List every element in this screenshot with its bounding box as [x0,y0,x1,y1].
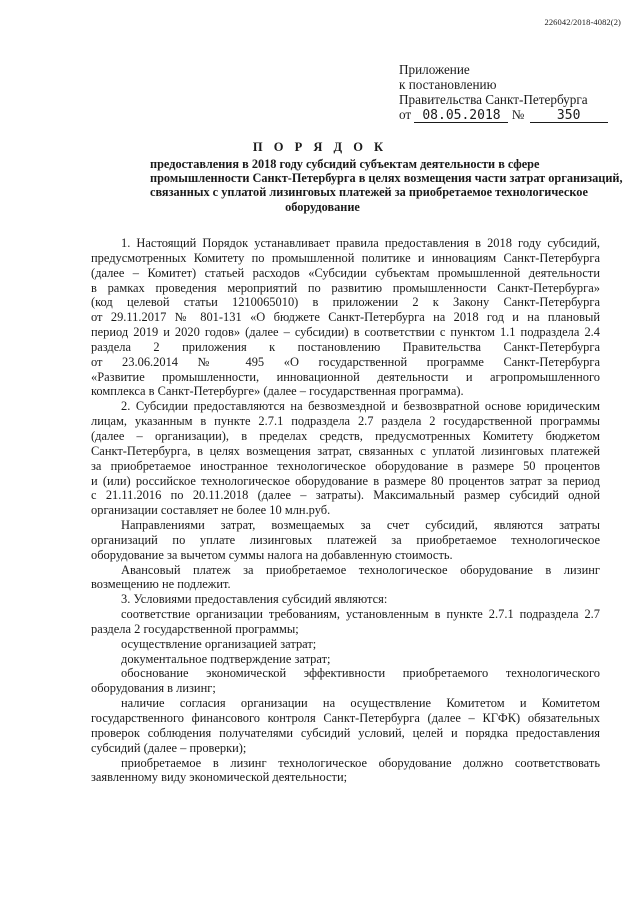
document-subtitle [150,157,623,214]
body-line: с 21.11.2016 по 20.11.2018 (далее – затраты). Максимальный размер субсидий одной [91,488,600,503]
body-line: (код целевой статьи 1210065010) в приложении 2 к Закону Санкт-Петербурга [91,295,600,310]
body-line: предусмотренных Комитету по промышленной политике и инновациям Санкт-Петербурга [91,250,600,265]
body-line: от 23.06.2014 № 495 «О государственной программе Санкт-Петербурга [91,354,600,369]
body-line: государственного финансового контроля Санкт-Петербурга (далее – КГФК) обязательных [91,711,600,725]
number-prefix: № [511,107,525,122]
body-line: (далее – организации), в пределах средств, предусмотренных Комитету бюджетом [91,428,600,443]
document-body [91,236,600,785]
body-line: приобретаемое в лизинг технологическое оборудование должно соответствовать [121,755,600,770]
body-line: в рамках проведения мероприятий по развитию промышленности Санкт-Петербурга» [91,280,600,295]
body-line: лицам, указанным в пункте 2.7.1 подраздела 2.7 раздела 2 государственной программы [91,414,600,429]
body-line: соответствие организации требованиям, установленным в пункте 2.7.1 подраздела 2.7 [121,607,600,622]
body-line: раздела 2 государственной программы; [91,621,299,636]
body-line: документальное подтверждение затрат; [121,651,331,666]
body-line: Направлениями затрат, возмещаемых за счет субсидий, являются затраты [121,518,600,533]
subtitle-line: предоставления в 2018 году субсидий субъектам деятельности в сфере [150,157,540,171]
body-line: субсидий (далее – проверки); [91,740,247,755]
body-line: организации составляет не более 10 млн.руб. [91,503,331,518]
body-line: за приобретаемое иностранное технологическое оборудование в размере 50 процентов [91,458,600,473]
body-line: наличие согласия организации на осуществление Комитетом и Комитетом [121,696,600,711]
body-line: период 2019 и 2020 годов» (далее – субсидии) в соответствии с пунктом 1.1 подраздела 2.4 [91,325,600,340]
body-line: организаций по уплате лизинговых платежей за приобретаемое технологическое [91,532,600,547]
body-line: обоснование экономической эффективности приобретаемого технологического [121,666,600,681]
resolution-number: 350 [530,109,608,123]
body-line: 3. Условиями предоставления субсидий являются: [121,592,388,607]
resolution-date: 08.05.2018 [414,109,508,123]
body-line: Санкт-Петербурга, в целях возмещения затрат, связанных с уплатой лизинговых платежей [91,443,600,458]
appendix-line: Правительства Санкт-Петербурга [399,92,588,107]
appendix-line: к постановлению [399,77,497,92]
date-prefix: от [399,107,412,122]
subtitle-line: связанных с уплатой лизинговых платежей за приобретаемое технологическое [150,185,588,200]
document-title: П О Р Я Д О К [252,140,388,154]
body-line: заявленному виду экономической деятельности; [91,770,348,785]
body-line: 1. Настоящий Порядок устанавливает правила предоставления в 2018 году субсидий, [121,236,600,250]
body-line: от 29.11.2017 № 801-131 «О бюджете Санкт-Петербурга на 2018 год и на плановый [91,310,600,325]
body-line: «Развитие промышленности, инновационной деятельности и агропромышленного [91,369,600,384]
body-line: оборудования в лизинг; [91,681,216,696]
body-line: и (или) российское технологическое оборудование в размере 80 процентов затрат за период [91,473,600,488]
appendix-date-row [399,107,629,123]
body-line: возмещению не подлежит. [91,577,231,592]
body-line: осуществление организацией затрат; [121,636,317,651]
body-line: Авансовый платеж за приобретаемое технологическое оборудование в лизинг [121,562,600,577]
subtitle-line: промышленности Санкт-Петербурга в целях возмещения части затрат организаций, [150,171,623,186]
body-line: комплекса в Санкт-Петербурге» (далее – государственная программа). [91,384,464,399]
appendix-line: Приложение [399,62,470,77]
body-line: проверок соблюдения получателями субсидий условий, целей и порядка предоставления [91,725,600,740]
appendix-block [399,62,629,123]
subtitle-line: оборудование [285,199,360,214]
body-line: 2. Субсидии предоставляются на безвозмездной и безвозвратной основе юридическим [121,399,600,414]
body-line: оборудование за вычетом суммы налога на добавленную стоимость. [91,547,453,562]
registration-number: 226042/2018-4082(2) [544,17,621,27]
body-line: раздела 2 приложения к постановлению Правительства Санкт-Петербурга [91,339,600,354]
body-line: (далее – Комитет) статьей расходов «Субсидии субъектам промышленной деятельности [91,265,600,280]
